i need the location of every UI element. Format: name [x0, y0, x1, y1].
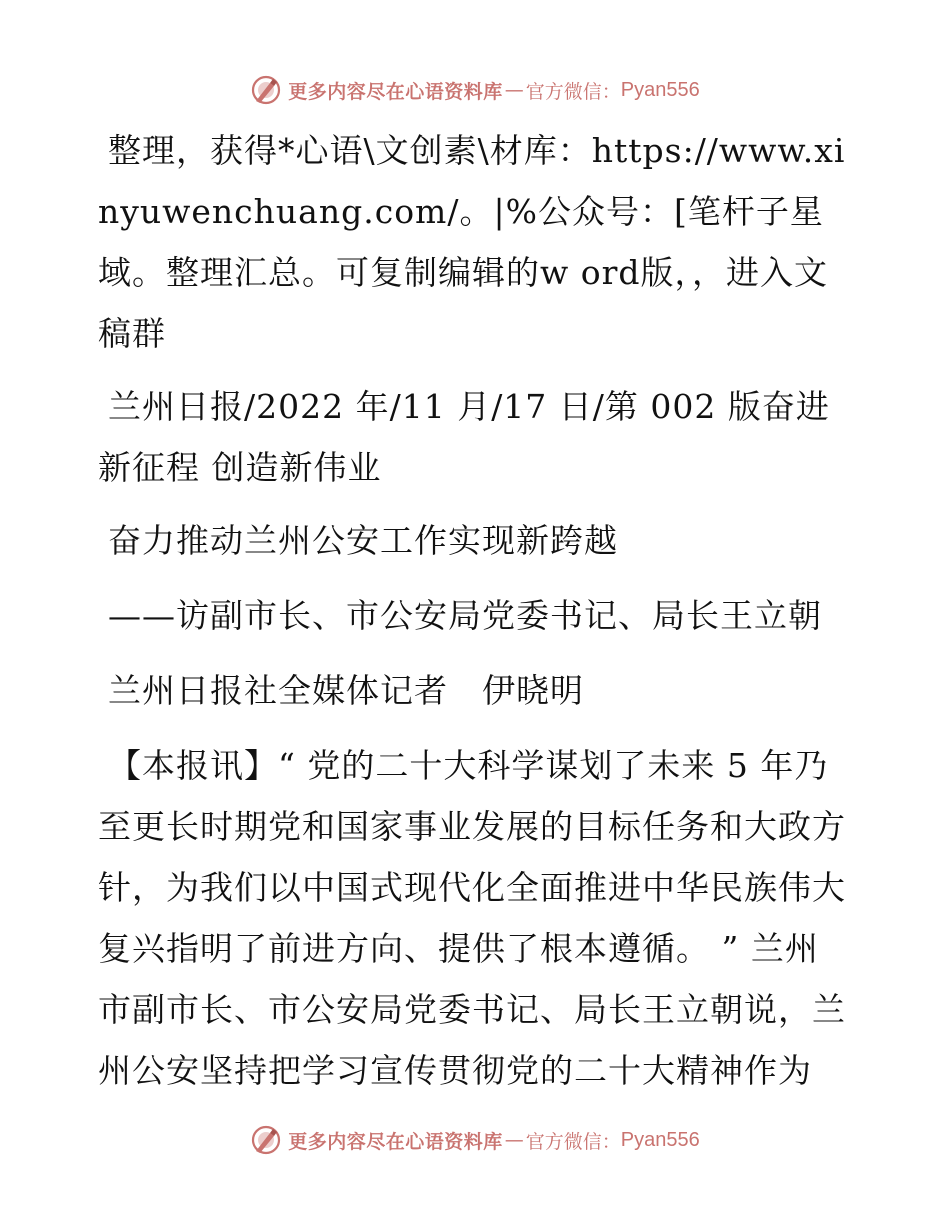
source-line: 兰州日报/2022 年/11 月/17 日/第 002 版奋进新征程 创造新伟业	[98, 387, 830, 487]
footer-banner	[0, 1120, 950, 1160]
article-body-paragraph: 【本报讯】“ 党的二十大科学谋划了未来 5 年乃至更长时期党和国家事业发展的目标任务和大政方针，为我们以中国式现代化全面推进中华民族伟大复兴指明了前进方向、提供了根本遵循。 ” 兰州市副市长、市公安局党委书记、局长王立朝说，兰州公安坚持把学习宣传贯彻党的二十大精神作为	[98, 746, 846, 1090]
article-subheadline: ——访副市长、市公安局党委书记、局长王立朝	[108, 596, 822, 635]
pen-logo-icon	[250, 1124, 282, 1156]
article-headline: 奋力推动兰州公安工作实现新跨越	[108, 521, 618, 560]
article-byline: 兰州日报社全媒体记者 伊晓明	[108, 671, 584, 710]
pen-logo-icon	[250, 74, 282, 106]
header-banner	[0, 70, 950, 110]
banner-dash: —	[504, 1129, 524, 1151]
banner-wechat-id: Pyan556	[620, 78, 700, 101]
banner-slogan: 更多内容尽在心语资料库	[288, 80, 503, 103]
intro-paragraph: 整理，获得*心语\文创素\材库：https://www.xinyuwenchuang.com/。|%公众号：[笔杆子星域。整理汇总。可复制编辑的w ord版，，进入文稿群	[98, 131, 846, 353]
banner-wechat-label: 官方微信：	[525, 80, 621, 103]
document-body	[98, 120, 850, 1113]
banner-dash: —	[504, 79, 524, 101]
banner-wechat-label: 官方微信：	[525, 1130, 621, 1153]
banner-wechat-id: Pyan556	[620, 1128, 700, 1151]
banner-slogan: 更多内容尽在心语资料库	[288, 1130, 503, 1153]
